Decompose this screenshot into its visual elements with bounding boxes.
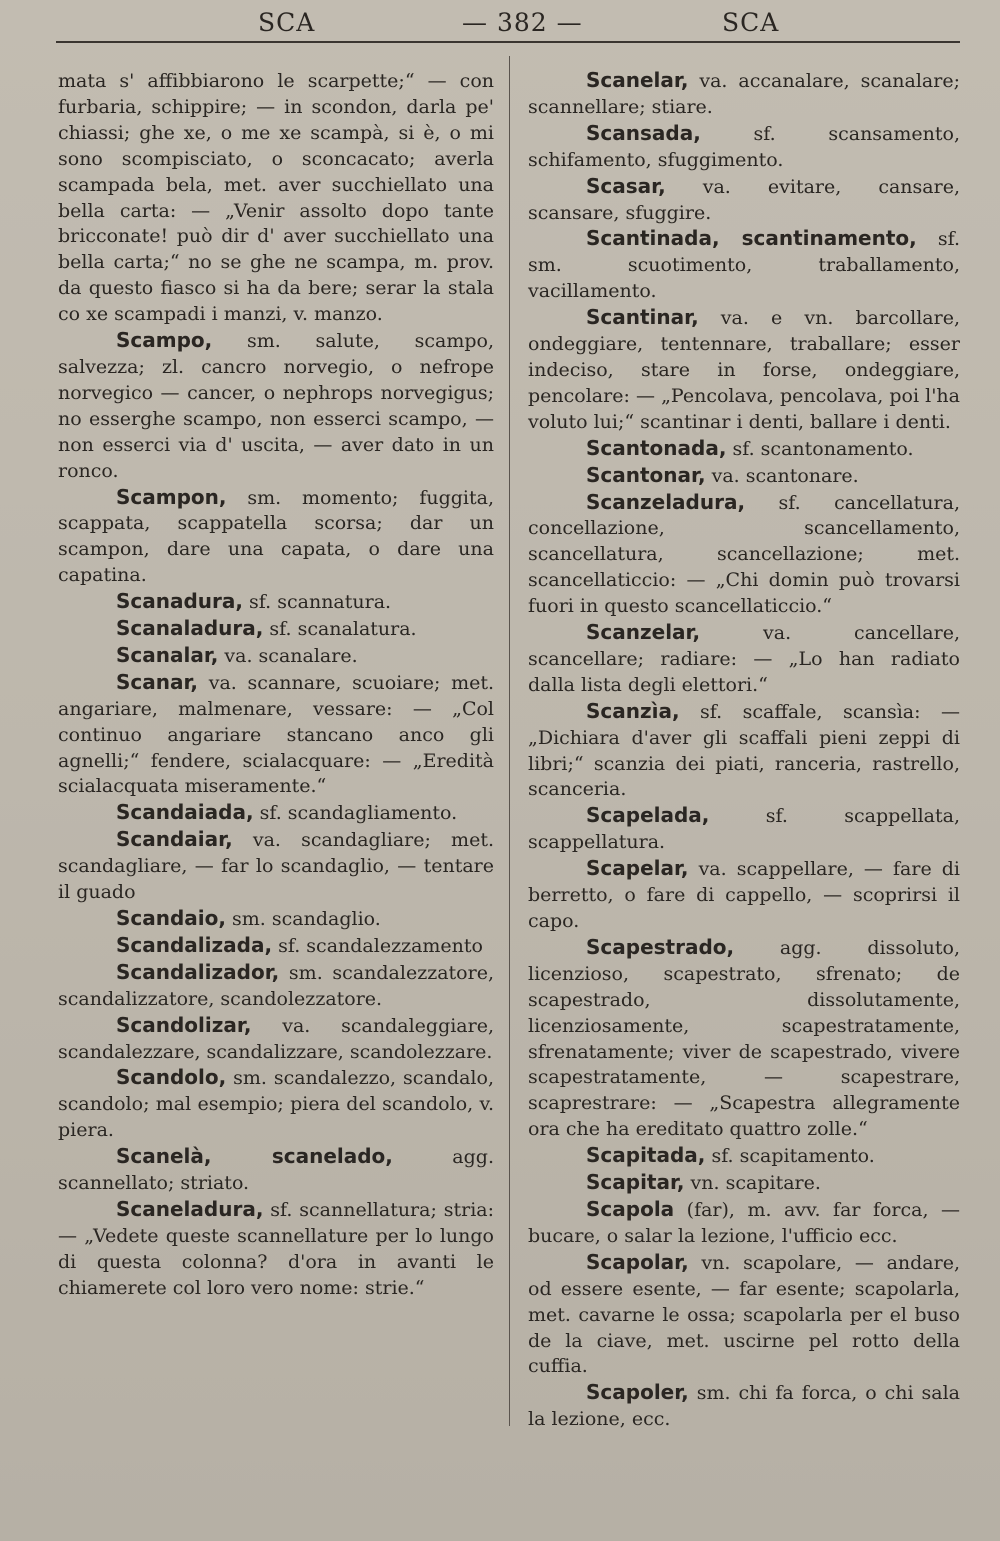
entry-headword: Scapestrado, [586, 934, 735, 959]
entry [528, 856, 960, 935]
entry [58, 589, 494, 616]
entry [528, 699, 960, 804]
entry-headword: Scapitada, [586, 1143, 706, 1168]
entry-headword: Scapitar, [586, 1170, 685, 1195]
entry [528, 436, 960, 463]
entry-headword: Scantinada, scantinamento, [586, 226, 917, 251]
entry-headword: Scanzeladura, [586, 489, 746, 514]
column-divider [509, 56, 510, 1426]
entry-text: va. scappellare, — fare di berretto, o fare di cappello, — scoprirsi il capo. [528, 858, 960, 932]
entry-text: sf. scannatura. [243, 591, 392, 614]
entry-text: sf. cancellatura, concellazione, scancellamento, scancellatura, scancellazione; met. scancellaticcio: — „Chi domin può trovarsi fuori in questo scancellaticcio.“ [528, 491, 960, 618]
entry-text: va. scanalare. [218, 644, 358, 667]
entry-text: sm. scandalezzatore, scandalizzatore, scandolezzatore. [58, 961, 494, 1010]
entry [528, 1170, 960, 1197]
entry [528, 463, 960, 490]
entry-text: va. scandagliare; met. scandagliare, — far lo scandaglio, — tentare il guado [58, 829, 494, 904]
entry-headword: Scampo, [116, 328, 213, 353]
entry-headword: Scanelar, [586, 68, 689, 92]
entry-text: sf. scannellatura; stria: — „Vedete queste scannellature per lo lungo di questa colonna? d'ora in avanti le chiamerete col loro vero nome: strie.“ [58, 1198, 494, 1299]
entry [58, 933, 494, 960]
entry-headword: Scapolar, [586, 1249, 689, 1274]
entry-headword: Scaneladura, [116, 1196, 264, 1221]
entry-text: sm. salute, scampo, salvezza; zl. cancro norvegio, o nefrope norvegico — cancer, o nephrops norvegigus; no esserghe scampo, non esserci scampo, — non esserci via d' uscita, — aver dato in un ronco. [58, 330, 494, 482]
entry-text: sf. scapitamento. [705, 1145, 875, 1168]
entry-text: mata s' affibbiarono le scarpette;“ — con furbaria, schippire; — in scondon, darla pe' chiassi; ghe xe, o me xe scampà, si è, o mi sono scompisciato, o sconcacato; averla scampada bela, met. aver succhiellato una bella carta: — „Venir assolto dopo tante bricconate! può dir d' aver succhiellato una bella carta;“ no se ghe ne scampa, m. prov. da questo fiasco si ha da bere; serar la stala co xe scampadi i manzi, v. manzo. [58, 70, 494, 326]
entry-headword: Scantonada, [586, 435, 727, 460]
entry-text: sm. scandalezzo, scandalo, scandolo; mal esempio; piera del scandolo, v. piera. [58, 1067, 494, 1142]
entry-text: sf. scanalatura. [263, 618, 417, 641]
entry [58, 616, 494, 643]
entry [58, 1013, 494, 1066]
entry [58, 1065, 494, 1144]
entry [58, 1197, 494, 1302]
entry-headword: Scapola [586, 1196, 675, 1221]
entry-text: va. scantonare. [705, 464, 859, 487]
entry [58, 68, 494, 328]
entry-text: sf. sm. scuotimento, traballamento, vacillamento. [528, 228, 961, 303]
entry-text: sm. scandaglio. [226, 908, 381, 930]
entry-text: sf. scappellata, scappellatura. [528, 805, 960, 854]
header-left-guide-word: SCA [258, 8, 316, 37]
entry-text: sf. scaffale, scansìa: — „Dichiara d'aver gli scaffali pieni zeppi di libri;“ scanzia dei piati, ranceria, rastrello, scanceria. [528, 700, 960, 801]
left-column [58, 68, 494, 1302]
entry-headword: Scapelar, [586, 856, 689, 881]
entry [528, 1143, 960, 1170]
entry-text: va. scannare, scuoiare; met. angariare, malmenare, vessare: — „Col continuo angariare stancano anco gli agnelli;“ fendere, scialacquare: — „Eredità scialacquata miseramente.“ [58, 671, 494, 798]
entry-headword: Scandalizada, [116, 932, 273, 957]
entry [58, 643, 494, 670]
entry-text: sf. scansamento, schifamento, sfuggimento. [528, 122, 960, 171]
entry [528, 935, 960, 1143]
entry-headword: Scandalizador, [116, 959, 280, 984]
entry-text: sf. scandagliamento. [253, 802, 458, 825]
entry [58, 328, 494, 484]
entry-text: (far), m. avv. far forca, — bucare, o salar la lezione, l'ufficio ecc. [528, 1198, 960, 1247]
entry [58, 1144, 494, 1197]
entry [528, 121, 960, 174]
entry-text: sm. momento; fuggita, scappata, scappatella scorsa; dar un scampon, dare una capata, o dare una capatina. [58, 486, 494, 587]
entry [528, 226, 960, 305]
header-rule [56, 41, 960, 43]
entry-headword: Scasar, [586, 173, 666, 198]
entry [528, 68, 960, 121]
entry-headword: Scanelà, scanelado, [116, 1144, 393, 1169]
entry-text: vn. scapitare. [684, 1172, 821, 1195]
entry-text: sm. chi fa forca, o chi sala la lezione, ecc. [528, 1382, 960, 1431]
entry-headword: Scapoler, [586, 1380, 689, 1405]
entry [58, 485, 494, 590]
entry [58, 960, 494, 1013]
header-right-guide-word: SCA [722, 8, 780, 37]
entry-text: va. e vn. barcollare, ondeggiare, tentennare, traballare; esser indeciso, stare in forse, ondeggiare, pencolare: — „Pencolava, pencolava, poi l'ha voluto lui;“ scantinar i denti, ballare i denti. [528, 307, 960, 433]
entry-headword: Scandolo, [116, 1065, 227, 1090]
entry-headword: Scandaiar, [116, 827, 233, 852]
entry [528, 1380, 960, 1433]
entry [528, 174, 960, 227]
entry-headword: Scandolizar, [116, 1012, 252, 1037]
entry [58, 670, 494, 801]
entry [58, 906, 494, 933]
entry [58, 827, 494, 906]
entry-text: sf. scantonamento. [726, 437, 914, 460]
entry-headword: Scanalar, [116, 642, 219, 667]
entry-headword: Scampon, [116, 484, 227, 509]
entry-headword: Scapelada, [586, 803, 710, 828]
entry-text: sf. scandalezzamento [272, 934, 483, 957]
entry [528, 305, 960, 436]
entry-headword: Scandaio, [116, 906, 226, 930]
entry-headword: Scantinar, [586, 305, 699, 330]
entry-headword: Scanar, [116, 669, 199, 694]
entry-text: va. evitare, cansare, scansare, sfuggire. [528, 175, 960, 224]
entry-headword: Scanzìa, [586, 698, 680, 723]
entry-text: agg. scannellato; striato. [58, 1146, 494, 1195]
entry-headword: Scandaiada, [116, 800, 254, 825]
entry-headword: Scanzelar, [586, 620, 701, 645]
entry [58, 800, 494, 827]
entry-text: va. accanalare, scanalare; scannellare; stiare. [528, 70, 960, 118]
entry-headword: Scanadura, [116, 589, 244, 614]
entry [528, 803, 960, 856]
entry [528, 620, 960, 699]
page-header [0, 6, 1000, 40]
entry-headword: Scansada, [586, 120, 701, 145]
entry-text: va. cancellare, scancellare; radiare: — „Lo han radiato dalla lista degli elettori.“ [528, 622, 960, 696]
right-column [528, 68, 960, 1433]
entry-text: agg. dissoluto, licenzioso, scapestrato, sfrenato; de scapestrado, dissolutamente, licenziosamente, scapestratamente, sfrenatamente; viver de scapestrado, vivere scapestratamente, — scapestrare, scaprestrare: — „Scapestra allegramente ora che ha ereditato quattro zolle.“ [528, 936, 960, 1141]
page-number: — 382 — [462, 8, 583, 37]
entry [528, 1250, 960, 1381]
entry-text: va. scandaleggiare, scandalezzare, scandalizzare, scandolezzare. [58, 1014, 494, 1063]
entry [528, 1197, 960, 1250]
entry-headword: Scantonar, [586, 462, 706, 487]
entry-headword: Scanaladura, [116, 616, 264, 641]
entry [528, 490, 960, 621]
entry-text: vn. scapolare, — andare, od essere esente, — far esente; scapolarla, met. cavarne le ossa; scapolarla per el buso de la ciave, met. uscirne pel rotto della cuffia. [528, 1251, 960, 1378]
